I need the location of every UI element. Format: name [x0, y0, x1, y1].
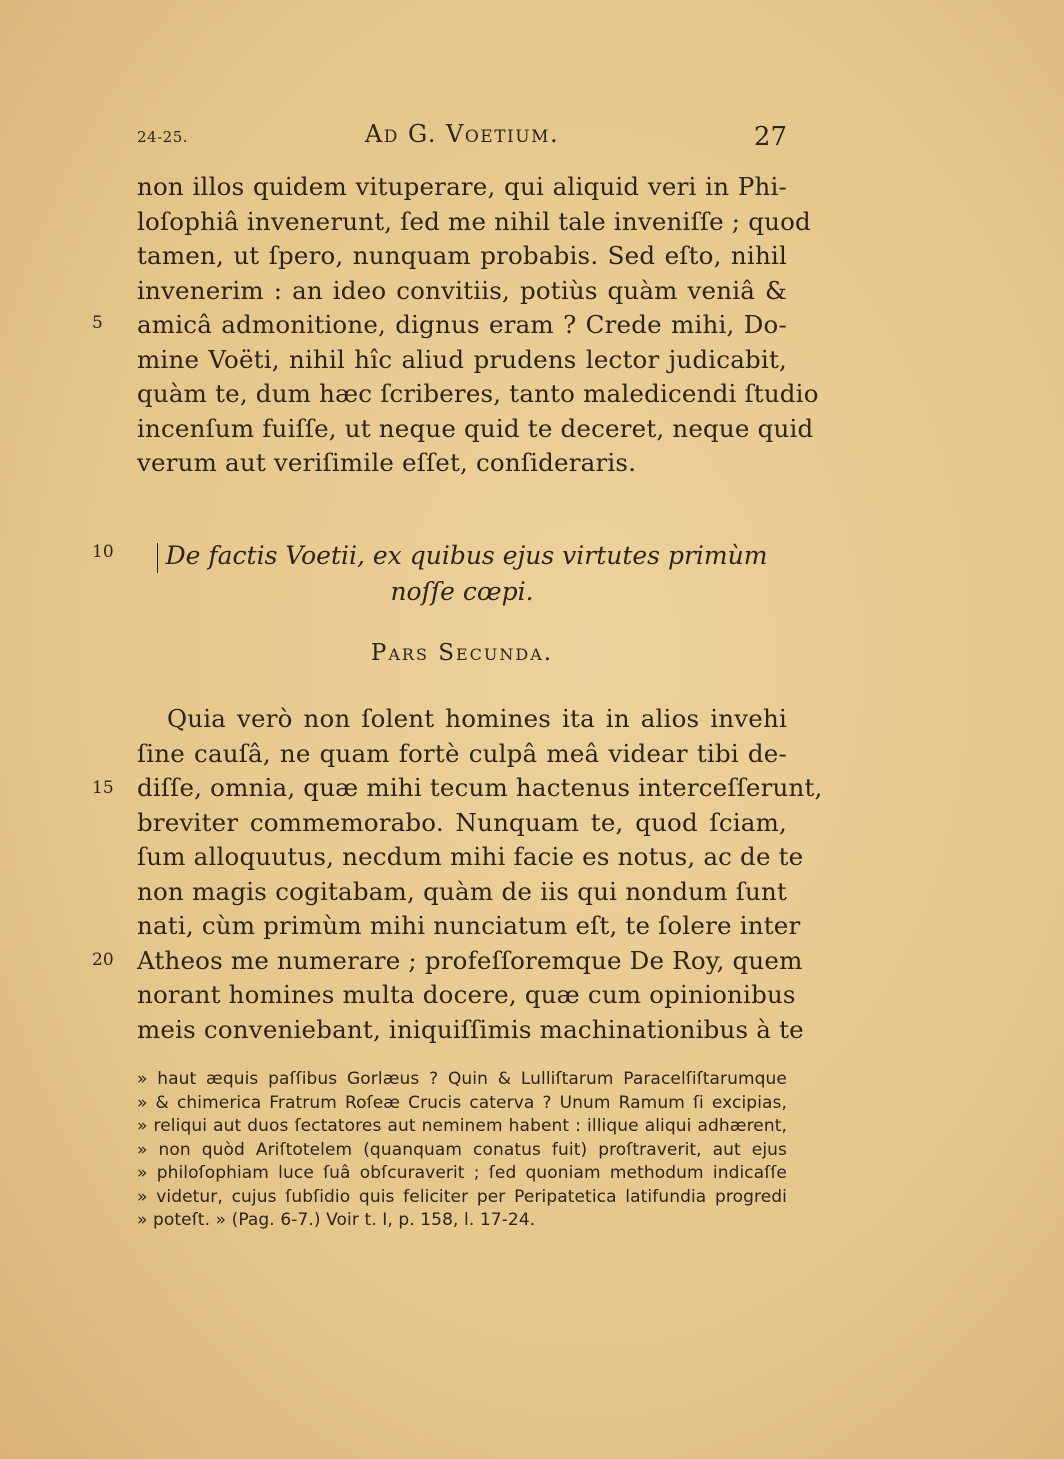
paragraph-2 [137, 702, 823, 1047]
part-title: Pars Secunda. [370, 640, 554, 666]
footnote-line: » reliqui aut duos ſectatores aut neminem habent : illique aliqui adhærent, [137, 1116, 787, 1136]
text-line: nati, cùm primùm mihi nunciatum eſt, te ſolere inter [137, 911, 801, 940]
footnotes [137, 1068, 787, 1233]
text-line: meis conveniebant, iniquiſſimis machinationibus à te [137, 1014, 804, 1044]
text-line: verum aut veriſimile eſſet, conſideraris. [137, 448, 637, 477]
section-heading [137, 538, 787, 610]
section-heading-line-1: De factis Voetii, ex quibus ejus virtutes primùm [137, 538, 787, 574]
footnote-line: » & chimerica Fratrum Roſeæ Crucis caterva ? Unum Ramum ſi excipias, [137, 1092, 787, 1113]
footnote-line: » philoſophiam luce ſuâ obſcuraverit ; ſed quoniam methodum indicaſſe [137, 1163, 787, 1183]
line-number-10: 10 [92, 542, 114, 562]
column-break-mark [157, 543, 158, 573]
text-line: norant homines multa docere, quæ cum opinionibus [137, 980, 796, 1009]
text-line: non illos quidem vituperare, qui aliquid veri in Phi- [137, 172, 787, 201]
footnote-line: » videtur, cujus ſubſidio quis feliciter per Peripatetica latifundia progredi [137, 1186, 787, 1207]
text-line: non magis cogitabam, quàm de iis qui nondum ſunt [137, 876, 787, 906]
text-line: ſum alloquutus, necdum mihi facie es notus, ac de te [137, 842, 804, 871]
page-number: 27 [753, 122, 787, 152]
paragraph-1 [137, 170, 819, 481]
section-heading-line-2: noſſe cœpi. [390, 577, 534, 606]
footnote-line: » haut æquis paſſibus Gorlæus ? Quin & Lulliſtarum Paracelſiſtarumque [137, 1069, 787, 1089]
page-range: 24-25. [137, 128, 189, 146]
line-number-5: 5 [92, 313, 103, 333]
text-line: mine Voëti, nihil hîc aliud prudens lector judicabit, [137, 344, 787, 374]
text-line: quàm te, dum hæc ſcriberes, tanto maledicendi ſtudio [137, 379, 819, 408]
running-title: Ad G. Voetium. [364, 120, 560, 148]
text-line: Atheos me numerare ; profeſſoremque De Roy, quem [137, 945, 803, 975]
running-header [137, 120, 787, 156]
footnote-line: » non quòd Ariſtotelem (quanquam conatus fuit) proſtraverit, aut ejus [137, 1139, 787, 1160]
text-line: ſine cauſâ, ne quam fortè culpâ meâ videar tibi de- [137, 738, 787, 768]
text-line: loſophiâ invenerunt, ſed me nihil tale inveniſſe ; quod [137, 206, 811, 236]
line-number-15: 15 [92, 778, 114, 798]
line-number-20: 20 [92, 950, 114, 970]
text-line: diſſe, omnia, quæ mihi tecum hactenus interceſſerunt, [137, 773, 823, 802]
text-line: incenſum fuiſſe, ut neque quid te deceret, neque quid [137, 413, 814, 443]
text-line: Quia verò non ſolent homines ita in alios invehi [167, 704, 787, 733]
text-line: invenerim : an ideo convitiis, potiùs quàm veniâ & [137, 275, 787, 305]
text-line: amicâ admonitione, dignus eram ? Crede mihi, Do- [137, 310, 787, 339]
text-line: tamen, ut ſpero, nunquam probabis. Sed eſto, nihil [137, 241, 787, 270]
footnote-line: » poteſt. » (Pag. 6-7.) Voir t. I, p. 158, l. 17-24. [137, 1210, 536, 1230]
text-line: breviter commemorabo. Nunquam te, quod ſciam, [137, 807, 787, 837]
